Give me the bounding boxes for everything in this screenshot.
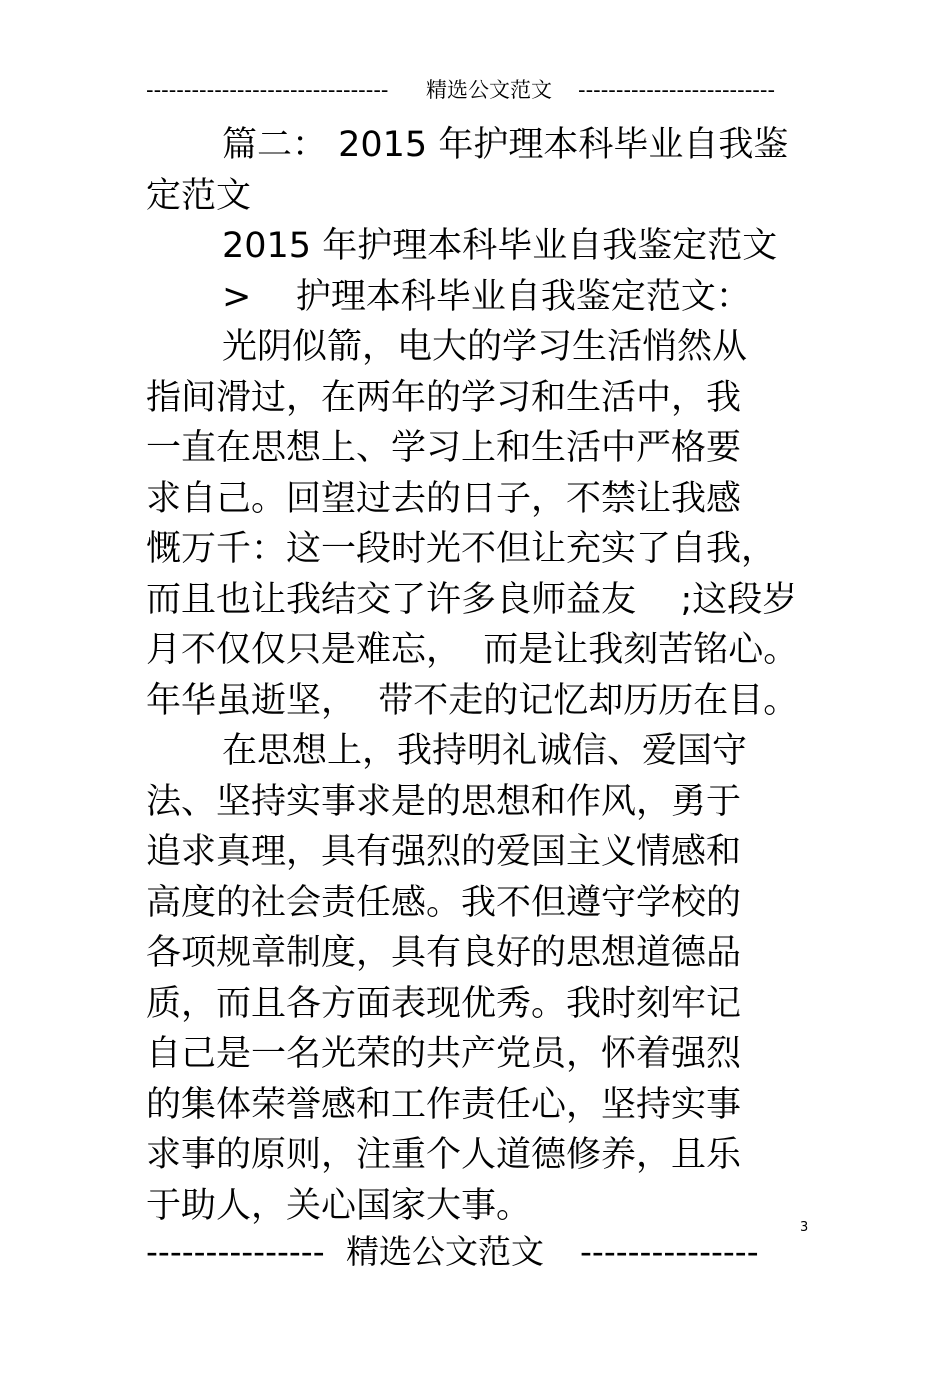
paragraph-line: 求事的原则，注重个人道德修养，且乐: [146, 1135, 742, 1175]
section-heading-line-1: 篇二： 2015 年护理本科毕业自我鉴: [222, 125, 789, 165]
paragraph-line: 高度的社会责任感。我不但遵守学校的: [146, 882, 742, 923]
footer-title: 精选公文范文: [346, 1232, 544, 1271]
paragraph-line: 的集体荣誉感和工作责任心，坚持实事: [146, 1084, 742, 1125]
paragraph-line: 光阴似箭，电大的学习生活悄然从: [222, 327, 748, 367]
paragraph-line: 月不仅仅只是难忘， 而是让我刻苦铭心。: [146, 630, 799, 670]
paragraph-line: 于助人，关心国家大事。: [146, 1185, 532, 1226]
paragraph-line: 法、坚持实事求是的思想和作风，勇于: [146, 781, 742, 822]
paragraph-line: 年华虽逝坚， 带不走的记忆却历历在目。: [146, 680, 799, 721]
footer-dashes-right: ---------------: [580, 1232, 759, 1271]
page-header: [0, 74, 950, 106]
paragraph-line: 各项规章制度，具有良好的思想道德品: [146, 933, 742, 973]
paragraph-line: 质，而且各方面表现优秀。我时刻牢记: [146, 983, 742, 1024]
footer-dashes-left: ---------------: [146, 1232, 325, 1271]
page-footer: [0, 1232, 950, 1272]
header-dashes-right: --------------------------: [578, 78, 776, 102]
paragraph-line: 自己是一名光荣的共产党员，怀着强烈: [146, 1034, 742, 1074]
paragraph-line: 而且也让我结交了许多良师益友 ;这段岁: [146, 579, 798, 620]
header-dashes-left: --------------------------------: [146, 78, 389, 102]
paragraph-line: 追求真理，具有强烈的爱国主义情感和: [146, 832, 742, 872]
header-title: 精选公文范文: [426, 78, 552, 102]
paragraph-line: 求自己。回望过去的日子，不禁让我感: [146, 478, 742, 519]
intro-line: > 护理本科毕业自我鉴定范文：: [222, 276, 751, 317]
document-body: [146, 120, 806, 1231]
paragraph-line: 在思想上，我持明礼诚信、爱国守: [222, 731, 748, 771]
paragraph-line: 指间滑过，在两年的学习和生活中，我: [146, 377, 742, 418]
paragraph-line: 慨万千：这一段时光不但让充实了自我，: [146, 529, 777, 569]
page-number: 3: [800, 1220, 809, 1235]
paragraph-line: 一直在思想上、学习上和生活中严格要: [146, 428, 742, 468]
section-heading-line-2: 定范文: [146, 175, 252, 216]
subtitle-line: 2015 年护理本科毕业自我鉴定范文: [222, 226, 778, 266]
